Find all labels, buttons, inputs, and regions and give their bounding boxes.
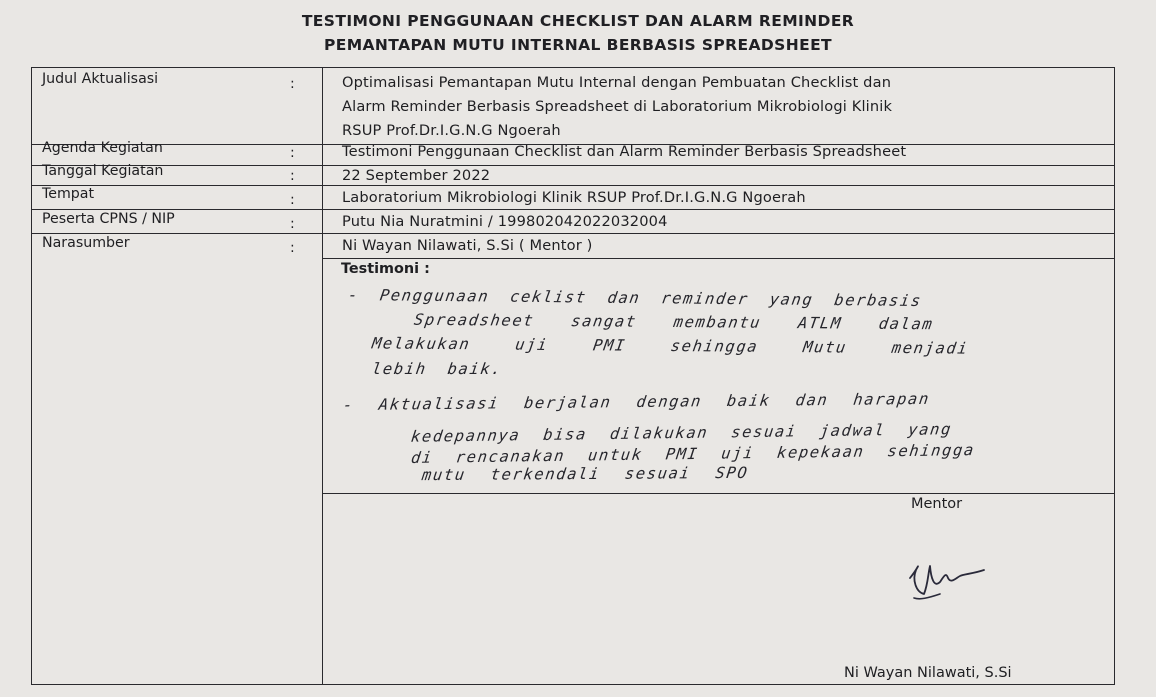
label-judul-aktualisasi: Judul Aktualisasi — [42, 71, 159, 87]
value-judul-aktualisasi — [342, 71, 892, 143]
title-line-2: PEMANTAPAN MUTU INTERNAL BERBASIS SPREADSHEET — [323, 36, 833, 54]
colon: : — [290, 76, 295, 92]
colon: : — [290, 216, 295, 232]
label-tempat: Tempat — [42, 186, 95, 202]
signature-image — [904, 548, 990, 610]
label-narasumber: Narasumber — [42, 235, 130, 251]
row-divider — [32, 165, 1114, 166]
handwritten-line: kedepannya bisa dilakukan sesuai jadwal yang — [409, 420, 954, 446]
value-tanggal-kegiatan: 22 September 2022 — [342, 167, 491, 184]
colon: : — [290, 145, 295, 161]
handwritten-line: Spreadsheet sangat membantu ATLM dalam — [412, 310, 935, 334]
value-line: Alarm Reminder Berbasis Spreadsheet di Laboratorium Mikrobiologi Klinik — [342, 98, 893, 115]
value-peserta-cpns-nip: Putu Nia Nuratmini / 199802042022032004 — [342, 213, 668, 230]
handwritten-line: - Penggunaan ceklist dan reminder yang berbasis — [346, 286, 924, 310]
handwritten-line: - Aktualisasi berjalan dengan baik dan harapan — [341, 389, 932, 415]
column-divider — [322, 68, 323, 684]
mentor-label: Mentor — [911, 496, 963, 512]
handwritten-line: mutu terkendali sesuai SPO — [420, 463, 750, 485]
label-peserta-cpns-nip: Peserta CPNS / NIP — [42, 211, 175, 227]
handwritten-line: lebih baik. — [370, 360, 504, 378]
row-divider — [322, 258, 1114, 259]
label-agenda-kegiatan: Agenda Kegiatan — [42, 140, 163, 156]
title-line-1: TESTIMONI PENGGUNAAN CHECKLIST DAN ALARM REMINDER — [301, 12, 855, 30]
mentor-name: Ni Wayan Nilawati, S.Si — [844, 665, 1012, 681]
value-tempat: Laboratorium Mikrobiologi Klinik RSUP Prof.Dr.I.G.N.G Ngoerah — [342, 189, 806, 206]
value-narasumber: Ni Wayan Nilawati, S.Si ( Mentor ) — [342, 237, 593, 254]
value-line: Optimalisasi Pemantapan Mutu Internal dengan Pembuatan Checklist dan — [342, 74, 892, 91]
value-agenda-kegiatan: Testimoni Penggunaan Checklist dan Alarm Reminder Berbasis Spreadsheet — [342, 143, 907, 160]
document-title — [0, 9, 1156, 57]
value-line: RSUP Prof.Dr.I.G.N.G Ngoerah — [342, 122, 561, 139]
testimony-form-table — [31, 67, 1115, 685]
testimoni-heading: Testimoni : — [341, 261, 430, 277]
colon: : — [290, 192, 295, 208]
label-tanggal-kegiatan: Tanggal Kegiatan — [42, 163, 164, 179]
colon: : — [290, 168, 295, 184]
colon: : — [290, 240, 295, 256]
row-divider — [322, 493, 1114, 494]
handwritten-line: Melakukan uji PMI sehingga Mutu menjadi — [370, 334, 970, 358]
handwritten-line: di rencanakan untuk PMI uji kepekaan sehingga — [409, 441, 977, 467]
